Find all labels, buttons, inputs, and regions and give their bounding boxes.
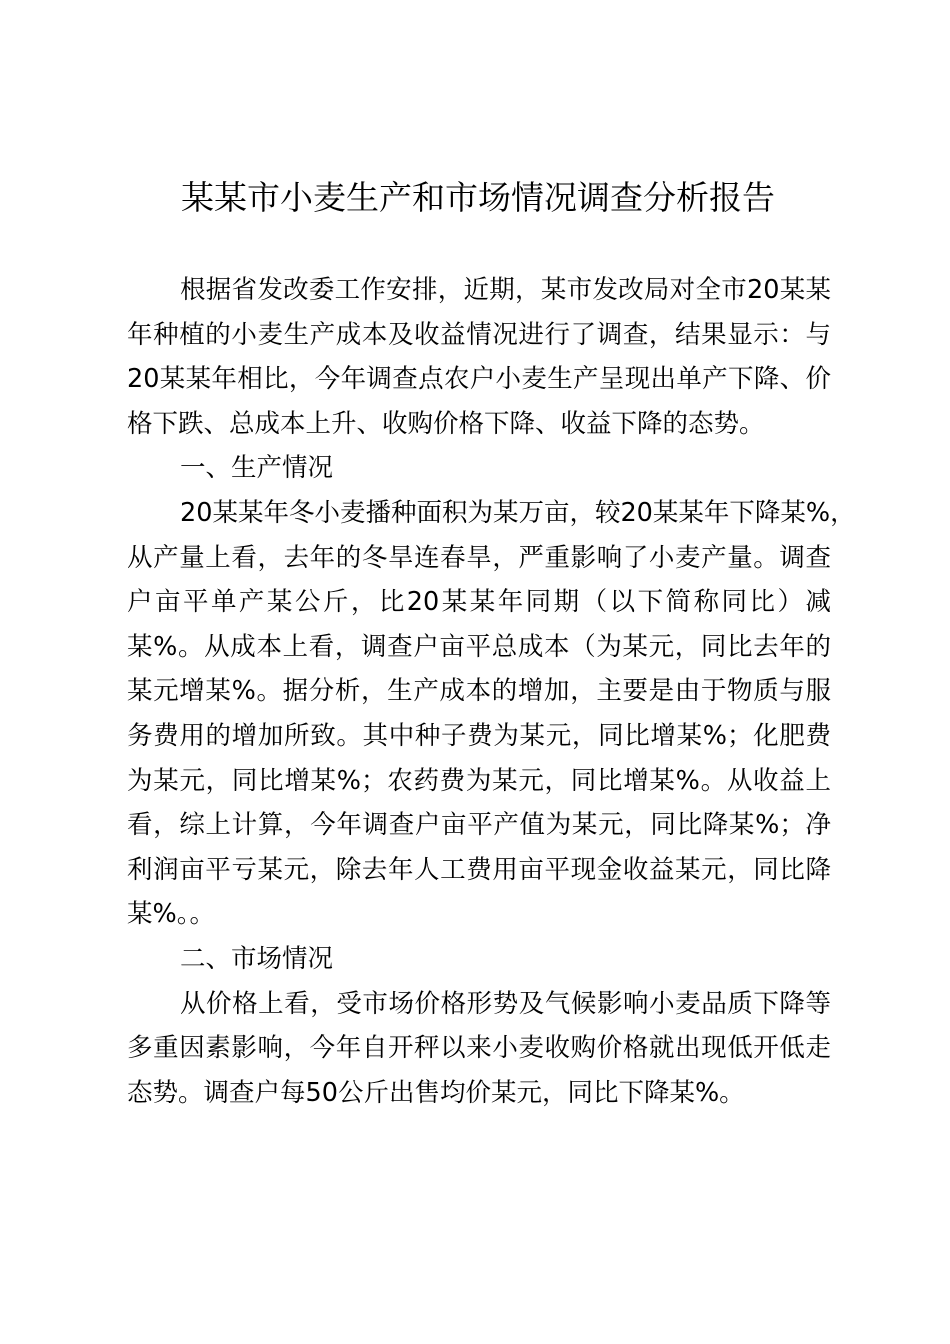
text-line: 20某某年冬小麦播种面积为某万亩，较20某某年下降某%， <box>180 497 856 528</box>
intro-paragraph <box>127 268 831 446</box>
document-body <box>127 268 856 1115</box>
section-heading-market <box>127 937 831 982</box>
text-line: 为某元，同比增某%；农药费为某元，同比增某%。从收益上 <box>127 765 831 796</box>
document-title: 某某市小麦生产和市场情况调查分析报告 <box>181 178 775 217</box>
text-line: 从价格上看，受市场价格形势及气候影响小麦品质下降等 <box>180 988 831 1019</box>
text-line: 态势。调查户每50公斤出售均价某元，同比下降某%。 <box>127 1077 745 1108</box>
text-line: 户亩平单产某公斤，比20某某年同期（以下简称同比）减 <box>127 587 831 618</box>
production-paragraph <box>127 491 856 937</box>
text-line: 20某某年相比，今年调查点农户小麦生产呈现出单产下降、价 <box>127 364 831 395</box>
text-line: 从产量上看，去年的冬旱连春旱，严重影响了小麦产量。调查 <box>127 542 831 573</box>
text-line: 某%。从成本上看，调查户亩平总成本（为某元，同比去年的 <box>127 631 831 662</box>
text-line: 利润亩平亏某元，除去年人工费用亩平现金收益某元，同比降 <box>127 854 831 885</box>
market-paragraph <box>127 982 831 1116</box>
text-line: 一、生产情况 <box>180 453 334 484</box>
text-line: 看，综上计算，今年调查户亩平产值为某元，同比降某%；净 <box>127 810 831 841</box>
text-line: 根据省发改委工作安排，近期，某市发改局对全市20某某 <box>180 275 831 305</box>
text-line: 年种植的小麦生产成本及收益情况进行了调查，结果显示：与 <box>127 319 831 350</box>
section-heading-production <box>127 446 831 491</box>
text-line: 某%。。 <box>127 899 215 930</box>
text-line: 二、市场情况 <box>180 943 334 974</box>
text-line: 某元增某%。据分析，生产成本的增加，主要是由于物质与服 <box>127 676 831 707</box>
text-line: 格下跌、总成本上升、收购价格下降、收益下降的态势。 <box>127 408 765 439</box>
text-line: 务费用的增加所致。其中种子费为某元，同比增某%；化肥费 <box>127 720 831 751</box>
text-line: 多重因素影响，今年自开秤以来小麦收购价格就出现低开低走 <box>127 1033 831 1064</box>
